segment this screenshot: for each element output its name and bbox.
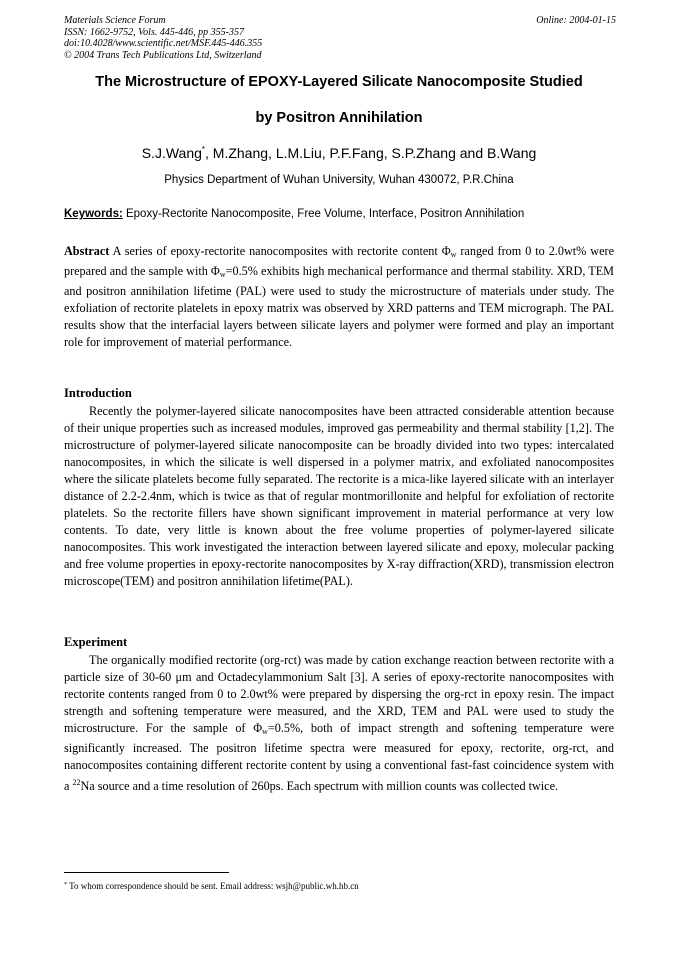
- footnote-mark: *: [64, 882, 67, 888]
- paper-title-line-2: by Positron Annihilation: [255, 110, 423, 126]
- abstract-label: Abstract: [64, 244, 110, 258]
- journal-name: Materials Science Forum: [64, 15, 166, 26]
- keywords-text: Epoxy-Rectorite Nanocomposite, Free Volume, Interface, Positron Annihilation: [122, 208, 525, 220]
- author-rest: , M.Zhang, L.M.Liu, P.F.Fang, S.P.Zhang and B.Wang: [205, 145, 537, 161]
- online-date: Online: 2004-01-15: [536, 15, 616, 26]
- affiliation: Physics Department of Wuhan University, Wuhan 430072, P.R.China: [164, 174, 514, 186]
- keywords-line: [64, 208, 624, 220]
- paper-title-line-1: The Microstructure of EPOXY-Layered Silicate Nanocomposite Studied: [95, 74, 583, 90]
- author-list: [40, 145, 638, 161]
- footnote: [64, 881, 359, 891]
- abstract-paragraph: Abstract A series of epoxy-rectorite nanocomposites with rectorite content $\Phi_w$ ranged from 0 to 2.0wt% were prepared and the sample with $\Phi_w=0.5\%$ exhibits high mechanical performance and thermal stability. XRD, TEM and positron annihilation lifetime (PAL) were used to study the microstructure of materials under study. The exfoliation of rectorite platelets in epoxy matrix was observed by XRD patterns and TEM micrograph. The PAL results show that the interfacial layers between silicate layers and polymer were formed and play an important role for improvement of material performance.: [64, 244, 614, 349]
- footnote-divider: [64, 872, 229, 873]
- keywords-label: Keywords:: [64, 208, 123, 220]
- author-first: S.J.Wang: [141, 145, 202, 161]
- journal-header: [64, 15, 616, 61]
- corresponding-mark: *: [201, 145, 206, 154]
- introduction-heading: Introduction: [64, 386, 132, 400]
- copyright-line: © 2004 Trans Tech Publications Ltd, Switzerland: [64, 49, 262, 61]
- introduction-paragraph: Recently the polymer-layered silicate nanocomposites have been attracted considerable attention because of their unique properties such as increased modules, improved gas permeability and thermal stability [1,2]. The microstructure of polymer-layered silicate nanocomposite can be broadly divided into two types: intercalated nanocomposites, in which the silicate is well dispersed in a polymer matrix, and exfoliated nanocomposites where the silicate platelets become fully separated. The rectorite is a mica-like layered silicate with an interlayer distance of 2.2-2.4nm, which is twice as that of regular montmorillonite and helpful for exfoliation of rectorite platelets. So the rectorite fillers have shown significant improvement in material performance at very low contents. To date, very little is known about the free volume properties of polymer-layered silicate nanocomposites. This work investigated the interaction between layered silicate and epoxy, molecular packing and free volume properties in epoxy-rectorite nanocomposites by X-ray diffraction(XRD), transmission electron microscope(TEM) and positron annihilation lifetime(PAL).: [64, 404, 614, 588]
- footnote-text: To whom correspondence should be sent. Email address: wsjh@public.wh.hb.cn: [67, 881, 359, 891]
- experiment-heading: Experiment: [64, 635, 128, 649]
- experiment-paragraph: The organically modified rectorite (org-rct) was made by cation exchange reaction between rectorite with a particle size of 30-60 μm and Octadecylammonium Salt [3]. A series of epoxy-rectorite nanocomposites with rectorite contents ranged from 0 to 2.0wt% were prepared by dispersing the org-rct in epoxy resin. The impact strength and softening temperature were measured, and the XRD, TEM and PAL were used to study the microstructure. For the sample of $\Phi_w=0.5\%$, both of impact strength and softening temperature were significantly increased. The positron lifetime spectra were measured for epoxy, rectorite, org-rct, and nanocomposites containing different rectorite content by using a conventional fast-fast coincidence system with a $^{22}$Na source and a time resolution of 260ps. Each spectrum with million counts was collected twice.: [64, 653, 615, 793]
- issn-line: ISSN: 1662-9752, Vols. 445-446, pp 355-357: [64, 26, 244, 38]
- doi-line[interactable]: doi:10.4028/www.scientific.net/MSF.445-446.355: [64, 38, 263, 49]
